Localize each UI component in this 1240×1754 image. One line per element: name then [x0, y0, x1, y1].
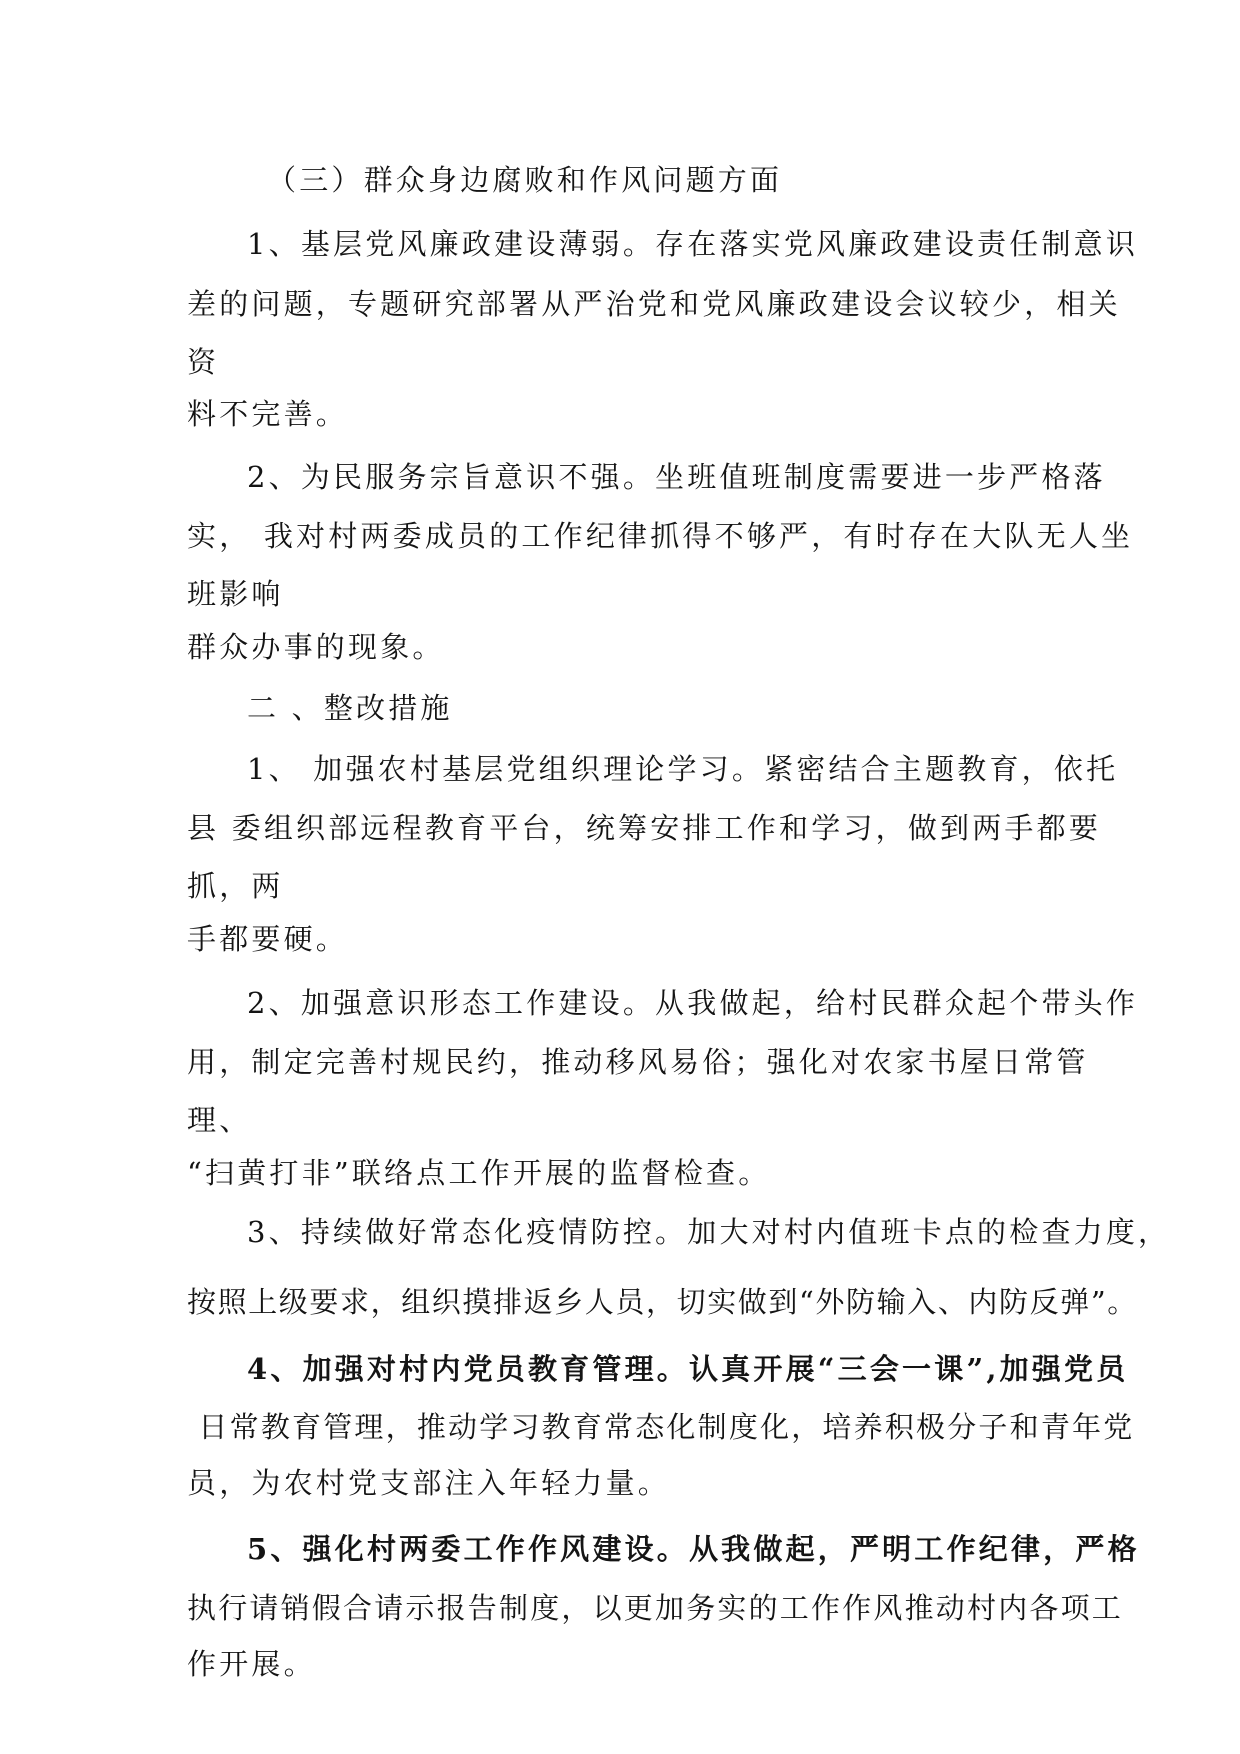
text-line: 按照上级要求，组织摸排返乡人员，切实做到“外防输入、内防反弹”。	[187, 1285, 1138, 1319]
text-line: 差的问题，专题研究部署从严治党和党风廉政建设会议较少，相关	[187, 287, 1121, 321]
text-line: 抓，两	[187, 869, 284, 903]
text-line: 群众办事的现象。	[187, 630, 445, 664]
text-line: 员，为农村党支部注入年轻力量。	[187, 1466, 671, 1500]
text-line: 5、强化村两委工作作风建设。从我做起，严明工作纪律，严格	[247, 1532, 1140, 1566]
text-line: 2、加强意识形态工作建设。从我做起，给村民群众起个带头作	[247, 986, 1139, 1020]
section-heading: （三）群众身边腐败和作风问题方面	[267, 163, 783, 197]
text-line: 县 委组织部远程教育平台，统筹安排工作和学习，做到两手都要	[187, 811, 1102, 845]
text-line: 班影响	[187, 577, 284, 611]
text-line: 作开展。	[187, 1647, 316, 1681]
text-line: 日常教育管理，推动学习教育常态化制度化，培养积极分子和青年党	[187, 1410, 1135, 1444]
text-line: 3、持续做好常态化疫情防控。加大对村内值班卡点的检查力度，	[247, 1215, 1171, 1249]
section-heading: 二 、整改措施	[247, 691, 453, 725]
text-line: 1、 加强农村基层党组织理论学习。紧密结合主题教育，依托	[247, 752, 1119, 786]
text-line: 2、为民服务宗旨意识不强。坐班值班制度需要进一步严格落	[247, 460, 1106, 494]
text-line: 用，制定完善村规民约，推动移风易俗；强化对农家书屋日常管	[187, 1045, 1089, 1079]
text-line: 1、基层党风廉政建设薄弱。存在落实党风廉政建设责任制意识	[247, 227, 1139, 261]
text-line: 实， 我对村两委成员的工作纪律抓得不够严，有时存在大队无人坐	[187, 519, 1134, 553]
text-line: 手都要硬。	[187, 922, 349, 956]
text-line: “扫黄打非”联络点工作开展的监督检查。	[187, 1156, 771, 1190]
text-line: 4、加强对村内党员教育管理。认真开展“三会一课”,加强党员	[247, 1352, 1129, 1386]
text-line: 资	[187, 345, 220, 379]
text-line: 理、	[187, 1103, 252, 1137]
text-line: 料不完善。	[187, 397, 349, 431]
text-line: 执行请销假合请示报告制度，以更加务实的工作作风推动村内各项工	[187, 1591, 1124, 1625]
